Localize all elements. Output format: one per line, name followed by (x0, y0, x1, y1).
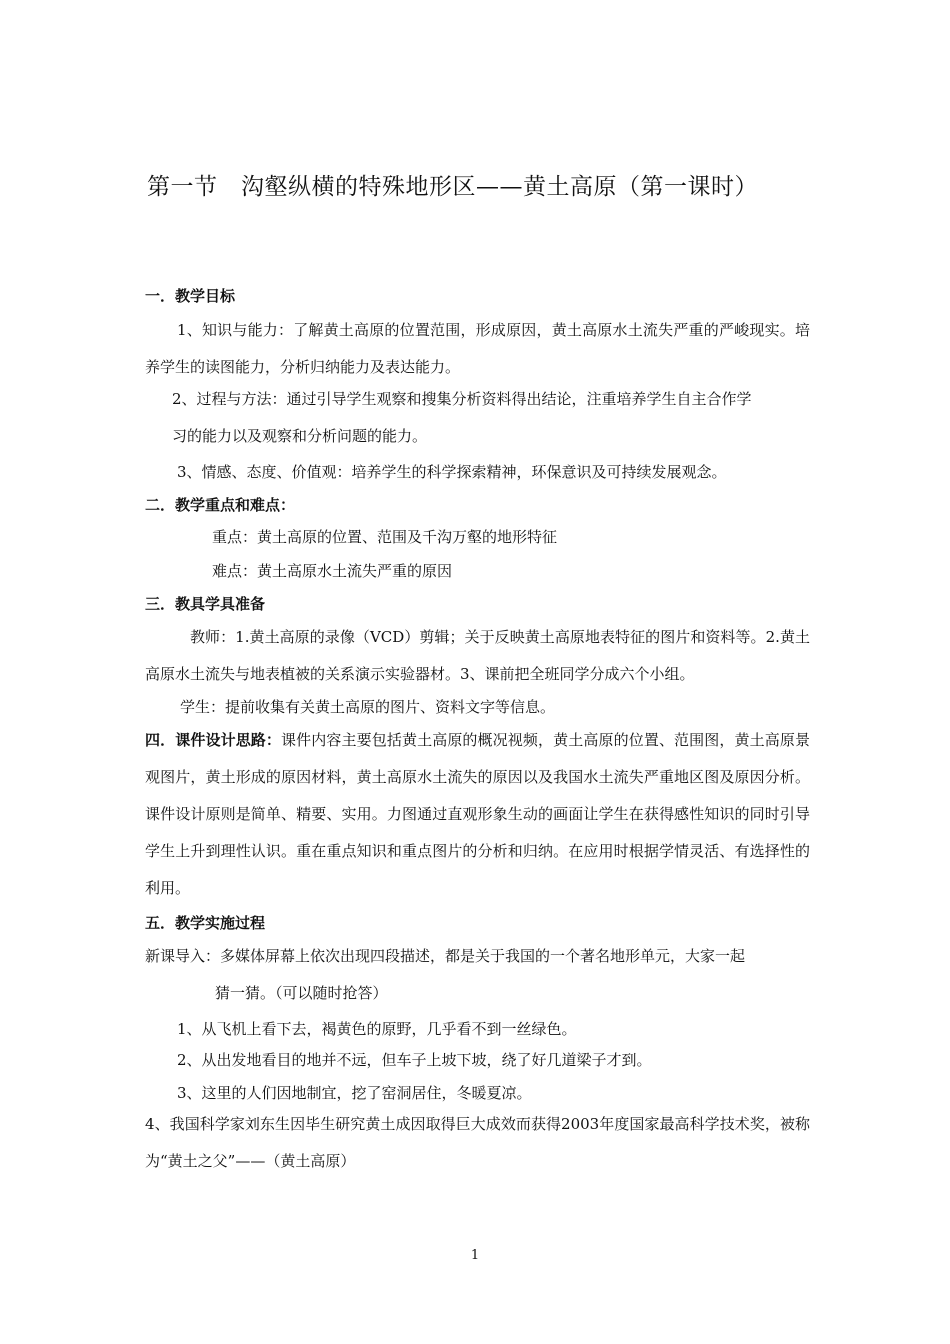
clue-item-4: 4、我国科学家刘东生因毕生研究黄土成因取得巨大成效而获得2003年度国家最高科学技术奖，被称为“黄土之父”——（黄土高原） (145, 1115, 810, 1170)
section-heading-process: 五．教学实施过程 (145, 914, 266, 932)
section-heading-courseware: 四．课件设计思路： (145, 731, 282, 749)
page-number: 1 (470, 1248, 480, 1263)
objective-emotion: 3、情感、态度、价值观：培养学生的科学探索精神，环保意识及可持续发展观念。 (177, 463, 727, 481)
intro-line1: 新课导入：多媒体屏幕上依次出现四段描述，都是关于我国的一个著名地形单元，大家一起 (145, 947, 746, 965)
courseware-design-body: 课件内容主要包括黄土高原的概况视频，黄土高原的位置、范围图，黄土高原景观图片，黄土形成的原因材料，黄土高原水土流失的原因以及我国水土流失严重地区图及原因分析。课件设计原则是简单、精要、实用。力图通过直观形象生动的画面让学生在获得感性知识的同时引导学生上升到理性认识。重在重点知识和重点图片的分析和归纳。在应用时根据学情灵活、有选择性的利用。 (145, 731, 810, 897)
clue-item-1: 1、从飞机上看下去，褐黄色的原野，几乎看不到一丝绿色。 (177, 1020, 577, 1038)
section-heading-materials: 三．教具学具准备 (145, 595, 266, 613)
clue-item-3: 3、这里的人们因地制宜，挖了窑洞居住，冬暖夏凉。 (177, 1084, 532, 1102)
intro-line2: 猜一猜。（可以随时抢答） (215, 984, 388, 1002)
student-materials: 学生：提前收集有关黄土高原的图片、资料文字等信息。 (180, 698, 556, 716)
courseware-design (145, 722, 810, 907)
key-point: 重点：黄土高原的位置、范围及千沟万壑的地形特征 (212, 528, 558, 546)
difficult-point: 难点：黄土高原水土流失严重的原因 (212, 562, 453, 580)
section-heading-objectives: 一．教学目标 (145, 287, 236, 305)
objective-process-line1: 2、过程与方法：通过引导学生观察和搜集分析资料得出结论，注重培养学生自主合作学 (172, 390, 752, 408)
objective-process-line2: 习的能力以及观察和分析问题的能力。 (172, 427, 428, 445)
teacher-materials: 教师：1.黄土高原的录像（VCD）剪辑；关于反映黄土高原地表特征的图片和资料等。2.黄土高原水土流失与地表植被的关系演示实验器材。3、课前把全班同学分成六个小组。 (145, 628, 810, 683)
page-title: 第一节 沟壑纵横的特殊地形区——黄土高原（第一课时） (147, 174, 758, 200)
section-heading-key-points: 二．教学重点和难点： (145, 496, 296, 514)
clue-item-2: 2、从出发地看目的地并不远，但车子上坡下坡，绕了好几道梁子才到。 (177, 1051, 652, 1069)
objective-knowledge: 1、知识与能力：了解黄土高原的位置范围，形成原因，黄土高原水土流失严重的严峻现实。培养学生的读图能力，分析归纳能力及表达能力。 (145, 321, 810, 376)
